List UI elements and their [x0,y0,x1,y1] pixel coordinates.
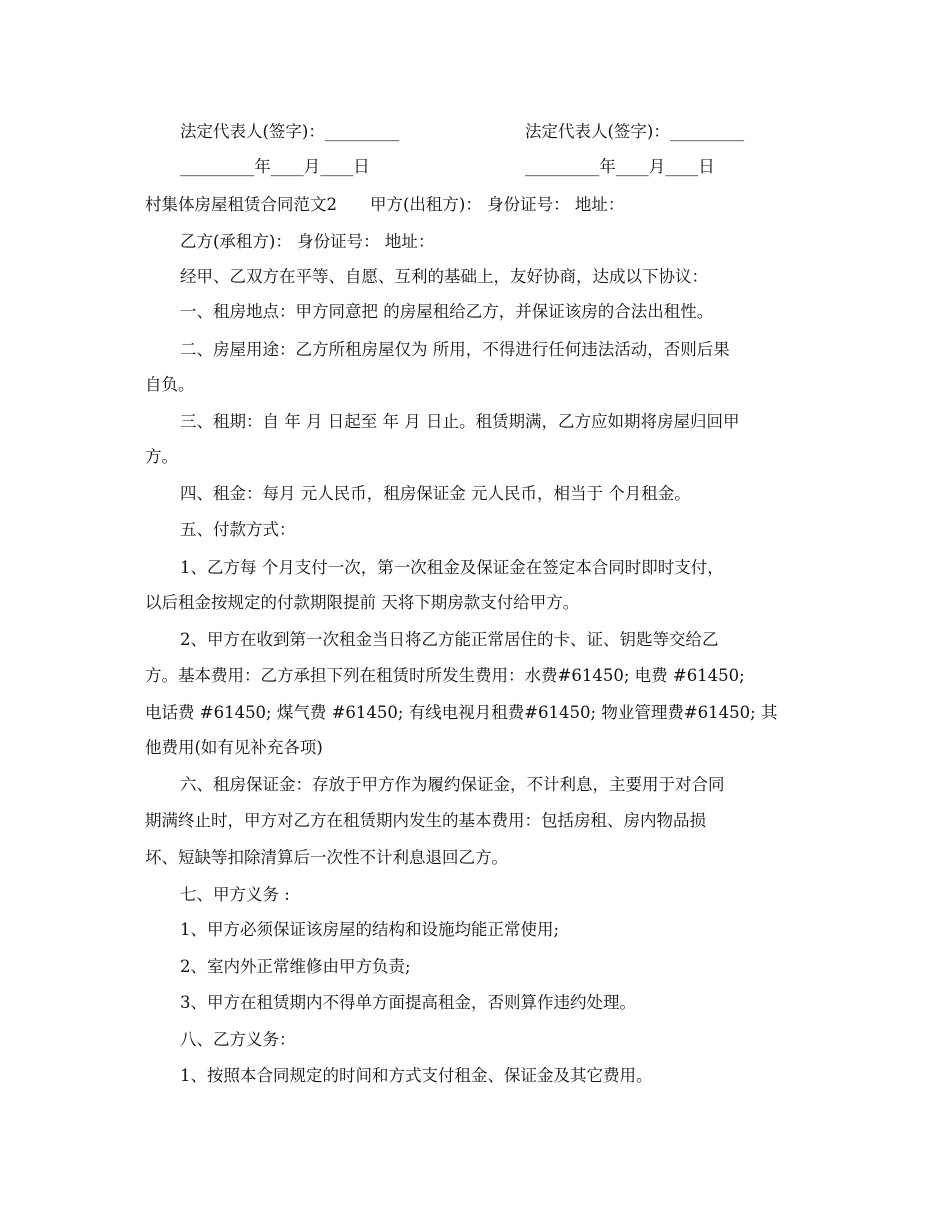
clause-5-item-2: 2、甲方在收到第一次租金当日将乙方能正常居住的卡、证、钥匙等交给乙 [180,630,719,649]
clause-2-usage: 二、房屋用途：乙方所租房屋仅为 所用，不得进行任何违法活动，否则后果 [180,340,730,359]
clause-3-term: 三、租期：自 年 月 日起至 年 月 日止。租赁期满，乙方应如期将房屋归回甲 [180,412,740,431]
clause-2-usage-continued: 自负。 [145,375,195,394]
clause-5-item-1: 1、乙方每 个月支付一次，第一次租金及保证金在签定本合同时即时支付， [180,558,724,577]
clause-4-rent: 四、租金：每月 元人民币，租房保证金 元人民币，相当于 个月租金。 [180,484,691,503]
clause-6-deposit: 六、租房保证金：存放于甲方作为履约保证金，不计利息，主要用于对合同 [180,775,725,794]
clause-8-item-1: 1、按照本合同规定的时间和方式支付租金、保证金及其它费用。 [180,1066,653,1085]
clause-6-deposit-line-3: 坏、短缺等扣除清算后一次性不计利息退回乙方。 [145,848,508,867]
left-legal-rep-signature: 法定代表人(签字)：_________ [180,122,400,141]
contract-heading-line: 村集体房屋租赁合同范文2 甲方(出租方)： 身份证号： 地址： [145,195,625,214]
clause-5-payment-heading: 五、付款方式： [180,520,296,539]
clause-3-term-continued: 方。 [145,447,178,466]
clause-1-location: 一、租房地点：甲方同意把 的房屋租给乙方，并保证该房的合法出租性。 [180,302,714,321]
clause-7-item-3: 3、甲方在租赁期内不得单方面提高租金，否则算作违约处理。 [180,993,636,1012]
clause-7-landlord-duties-heading: 七、甲方义务 : [180,885,290,904]
clause-5-item-1-continued: 以后租金按规定的付款期限提前 天将下期房款支付给甲方。 [145,593,580,612]
clause-7-item-2: 2、室内外正常维修由甲方负责; [180,957,411,976]
right-legal-rep-signature: 法定代表人(签字)：_________ [525,122,745,141]
right-signature-date: _________年____月____日 [525,157,715,176]
clause-7-item-1: 1、甲方必须保证该房屋的结构和设施均能正常使用; [180,920,560,939]
clause-6-deposit-line-2: 期满终止时，甲方对乙方在租赁期内发生的基本费用：包括房租、房内物品损 [145,811,706,830]
intro-paragraph: 经甲、乙双方在平等、自愿、互利的基础上，友好协商，达成以下协议： [180,267,708,286]
left-signature-date: _________年____月____日 [180,157,370,176]
clause-5-item-2-line-2: 方。基本费用：乙方承担下列在租赁时所发生费用：水费#61450; 电费 #61450; [145,666,745,685]
clause-5-item-2-line-3: 电话费 #61450; 煤气费 #61450; 有线电视月租费#61450; 物业管理费#61450; 其 [145,703,778,722]
clause-8-tenant-duties-heading: 八、乙方义务： [180,1030,296,1049]
party-b-line: 乙方(承租方)： 身份证号： 地址： [180,232,435,251]
clause-5-item-2-line-4: 他费用(如有见补充各项) [145,738,323,757]
